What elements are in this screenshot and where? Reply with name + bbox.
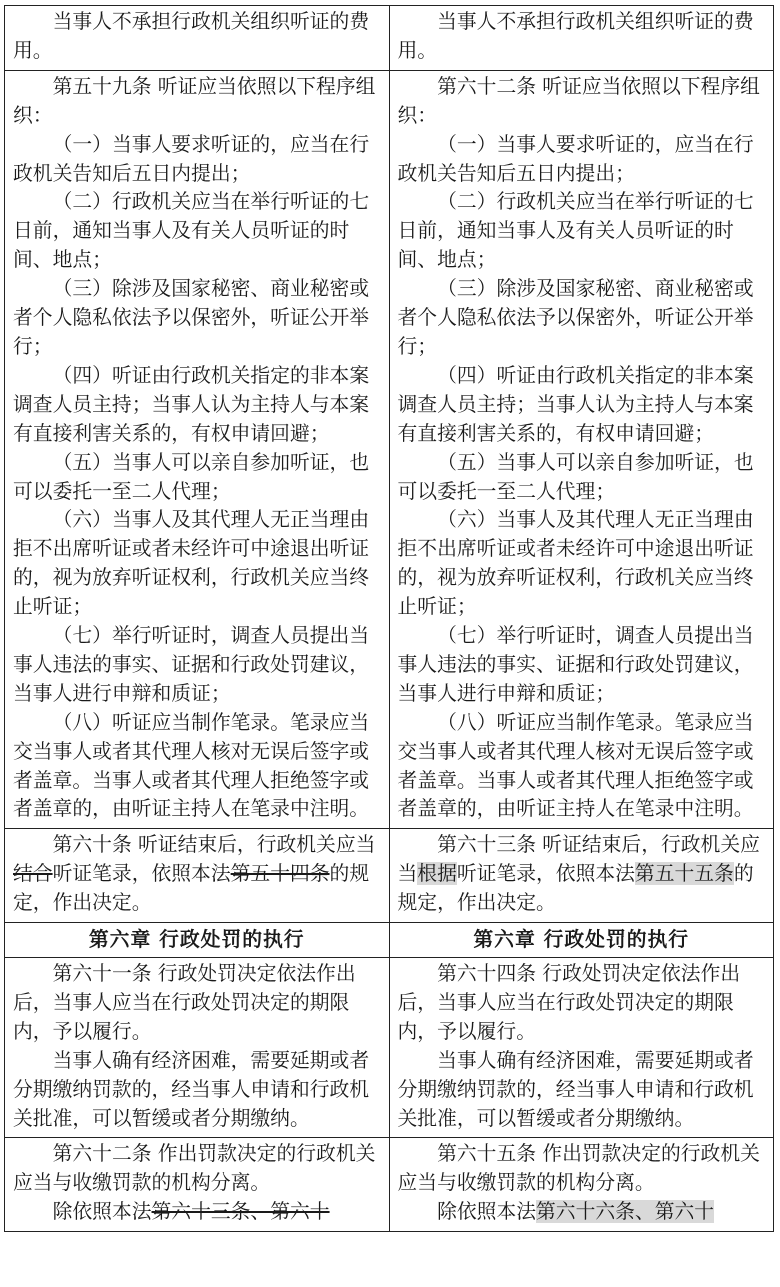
clause-text: 当事人不承担行政机关组织听证的费用。 <box>397 10 754 62</box>
clause-paragraph <box>398 1198 768 1227</box>
amended-text: 第五十五条 <box>634 862 734 886</box>
clause-text: （七）举行听证时，调查人员提出当事人违法的事实、证据和行政处罚建议，当事人进行申辩和质证； <box>397 624 754 705</box>
article-row <box>5 70 774 829</box>
chapter-title <box>396 925 768 954</box>
clause-paragraph <box>13 188 383 275</box>
deleted-text: 第五十四条 <box>230 862 330 886</box>
article-row <box>5 958 774 1138</box>
clause-text: 第六十五条 作出罚款决定的行政机关应当与收缴罚款的机构分离。 <box>397 1142 760 1195</box>
clause-paragraph <box>13 8 383 66</box>
clause-paragraph <box>398 8 768 66</box>
clause-text: 听证笔录，依照本法 <box>456 862 635 886</box>
clause-paragraph <box>13 449 383 507</box>
amended-text: 根据 <box>417 862 457 886</box>
clause-paragraph <box>13 275 383 362</box>
old-law-cell <box>5 70 390 829</box>
clause-text: （四）听证由行政机关指定的非本案调查人员主持；当事人认为主持人与本案有直接利害关系的，有权申请回避； <box>397 363 754 445</box>
deleted-text: 结合 <box>13 862 53 886</box>
clause-paragraph <box>398 188 768 275</box>
clause-text: 的规定，作出决定。 <box>397 862 754 915</box>
clause-text: （三）除涉及国家秘密、商业秘密或者个人隐私依法予以保密外，听证公开举行； <box>13 277 370 358</box>
clause-paragraph <box>13 1140 383 1198</box>
clause-text: （八）听证应当制作笔录。笔录应当交当事人或者其代理人核对无误后签字或者盖章。当事人或者其代理人拒绝签字或者盖章的，由听证主持人在笔录中注明。 <box>13 710 370 821</box>
clause-paragraph <box>398 960 768 1047</box>
clause-paragraph <box>13 73 383 131</box>
clause-paragraph <box>13 831 383 918</box>
clause-text: （一）当事人要求听证的，应当在行政机关告知后五日内提出； <box>397 132 754 185</box>
clause-paragraph <box>13 506 383 622</box>
clause-text: （八）听证应当制作笔录。笔录应当交当事人或者其代理人核对无误后签字或者盖章。当事人或者其代理人拒绝签字或者盖章的，由听证主持人在笔录中注明。 <box>397 710 754 821</box>
chapter-heading-row <box>5 923 774 958</box>
new-law-cell <box>389 958 774 1138</box>
clause-text: 第六章 行政处罚的执行 <box>88 927 305 952</box>
clause-text: 当事人确有经济困难，需要延期或者分期缴纳罚款的，经当事人申请和行政机关批准，可以暂缓或者分期缴纳。 <box>13 1048 370 1130</box>
clause-paragraph <box>13 131 383 189</box>
clause-text: 当事人确有经济困难，需要延期或者分期缴纳罚款的，经当事人申请和行政机关批准，可以暂缓或者分期缴纳。 <box>397 1048 754 1130</box>
clause-paragraph <box>13 709 383 825</box>
amended-text: 第六十六条、第六十 <box>536 1200 715 1224</box>
new-law-cell <box>389 1138 774 1232</box>
deleted-text: 第六十三条、第六十 <box>151 1200 330 1224</box>
clause-text: （七）举行听证时，调查人员提出当事人违法的事实、证据和行政处罚建议，当事人进行申辩和质证； <box>13 624 370 705</box>
clause-paragraph <box>398 831 768 918</box>
clause-paragraph <box>13 362 383 449</box>
clause-text: （一）当事人要求听证的，应当在行政机关告知后五日内提出； <box>13 132 370 185</box>
clause-text: （五）当事人可以亲自参加听证，也可以委托一至二人代理； <box>397 450 754 503</box>
comparison-table <box>4 5 774 1232</box>
clause-paragraph <box>398 622 768 709</box>
clause-text: 第六章 行政处罚的执行 <box>473 927 690 952</box>
new-law-cell <box>389 829 774 923</box>
clause-text: 第六十二条 听证应当依照以下程序组织： <box>397 74 760 127</box>
clause-paragraph <box>398 275 768 362</box>
old-law-cell <box>5 958 390 1138</box>
clause-paragraph <box>13 1047 383 1134</box>
clause-paragraph <box>13 1198 383 1227</box>
article-row <box>5 829 774 923</box>
article-row <box>5 6 774 71</box>
clause-paragraph <box>398 1047 768 1134</box>
clause-text: （六）当事人及其代理人无正当理由拒不出席听证或者未经许可中途退出听证的，视为放弃听证权利，行政机关应当终止听证； <box>13 508 370 619</box>
clause-paragraph <box>398 709 768 825</box>
clause-paragraph <box>398 449 768 507</box>
clause-text: 听证笔录，依照本法 <box>52 862 231 886</box>
chapter-title <box>11 925 383 954</box>
clause-text: 除依照本法 <box>52 1200 152 1224</box>
clause-text: 第六十三条 听证结束后，行政机关应当 <box>397 833 760 886</box>
clause-text: 第六十条 听证结束后，行政机关应当 <box>52 833 376 857</box>
new-law-cell <box>389 923 774 958</box>
old-law-cell <box>5 6 390 71</box>
new-law-cell <box>389 70 774 829</box>
clause-text: 第六十二条 作出罚款决定的行政机关应当与收缴罚款的机构分离。 <box>13 1142 376 1195</box>
clause-paragraph <box>398 131 768 189</box>
clause-paragraph <box>398 1140 768 1198</box>
clause-text: （四）听证由行政机关指定的非本案调查人员主持；当事人认为主持人与本案有直接利害关系的，有权申请回避； <box>13 363 370 445</box>
clause-text: 第五十九条 听证应当依照以下程序组织： <box>13 74 376 127</box>
clause-text: （二）行政机关应当在举行听证的七日前，通知当事人及有关人员听证的时间、地点； <box>397 190 754 272</box>
clause-text: 第六十一条 行政处罚决定依法作出后，当事人应当在行政处罚决定的期限内，予以履行。 <box>13 962 356 1043</box>
clause-text: （二）行政机关应当在举行听证的七日前，通知当事人及有关人员听证的时间、地点； <box>13 190 370 272</box>
clause-paragraph <box>398 506 768 622</box>
clause-text: 第六十四条 行政处罚决定依法作出后，当事人应当在行政处罚决定的期限内，予以履行。 <box>397 962 741 1043</box>
clause-paragraph <box>398 73 768 131</box>
article-row <box>5 1138 774 1232</box>
old-law-cell <box>5 829 390 923</box>
clause-paragraph <box>13 960 383 1047</box>
clause-text: 的规定，作出决定。 <box>13 862 370 915</box>
clause-text: （五）当事人可以亲自参加听证，也可以委托一至二人代理； <box>13 450 370 503</box>
clause-paragraph <box>13 622 383 709</box>
clause-text: （三）除涉及国家秘密、商业秘密或者个人隐私依法予以保密外，听证公开举行； <box>397 277 754 358</box>
clause-text: 当事人不承担行政机关组织听证的费用。 <box>13 10 370 62</box>
clause-paragraph <box>398 362 768 449</box>
new-law-cell <box>389 6 774 71</box>
old-law-cell <box>5 1138 390 1232</box>
old-law-cell <box>5 923 390 958</box>
clause-text: 除依照本法 <box>437 1200 537 1224</box>
clause-text: （六）当事人及其代理人无正当理由拒不出席听证或者未经许可中途退出听证的，视为放弃听证权利，行政机关应当终止听证； <box>397 508 754 619</box>
